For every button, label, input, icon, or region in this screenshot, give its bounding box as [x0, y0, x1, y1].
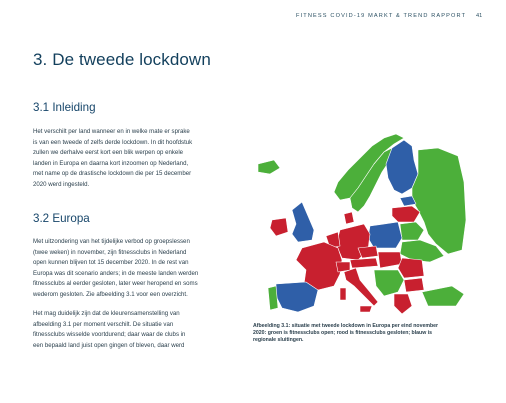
- text-line: fitnessclubs al eerder gesloten, later weer heropend en soms: [33, 280, 198, 288]
- turkey-region: [422, 286, 464, 306]
- caption-line: 2020: groen is fitnessclubs open; rood is fitnessclubs gesloten; blauw is: [253, 330, 433, 337]
- figure-caption: [253, 323, 478, 345]
- europe-lockdown-map: [252, 130, 466, 316]
- paragraph-europa-1: [33, 237, 253, 301]
- text-line: wederom gesloten. Zie afbeelding 3.1 voor een overzicht.: [33, 290, 188, 298]
- portugal-region: [268, 286, 278, 310]
- balkans-region: [374, 270, 404, 296]
- paragraph-inleiding: [33, 127, 253, 191]
- chapter-title: 3. De tweede lockdown: [33, 50, 211, 69]
- text-line: Met uitzondering van het tijdelijke verbod op groepslessen: [33, 238, 190, 245]
- poland-region: [368, 222, 402, 248]
- romania-region: [398, 258, 424, 278]
- text-line: Het verschilt per land wanneer en in welke mate er sprake: [33, 128, 190, 135]
- bulgaria-region: [404, 278, 424, 292]
- austria-region: [350, 258, 378, 268]
- text-line: Het mag duidelijk zijn dat de kleurensamenstelling van: [33, 310, 180, 317]
- text-line: met name op de drastische lockdown die per 15 december: [33, 170, 192, 178]
- sicily-region: [360, 306, 372, 312]
- latvia-lithuania-region: [392, 206, 420, 222]
- running-header: FITNESS COVID-19 MARKT & TREND RAPPORT: [296, 13, 467, 19]
- ireland-region: [270, 218, 288, 236]
- text-line: open kunnen blijven tot 15 december 2020. In de rest van: [33, 259, 189, 267]
- greece-region: [394, 294, 412, 314]
- page-number: 41: [476, 13, 483, 19]
- text-line: fitnessclubs wisselde voortdurend; daar waar de clubs in: [33, 331, 186, 339]
- text-line: zullen we derhalve eerst kort een blik werpen op enkele: [33, 149, 184, 157]
- caption-line: Afbeelding 3.1: situatie met tweede lockdown in Europa per eind november: [253, 323, 439, 329]
- text-line: is van een tweede of zelfs derde lockdown. In dit hoofdstuk: [33, 138, 193, 146]
- denmark-region: [344, 212, 354, 224]
- text-line: afbeelding 3.1 per moment verschilt. De situatie van: [33, 320, 174, 328]
- text-line: 2020 werd ingesteld.: [33, 180, 90, 188]
- section-title-inleiding: 3.1 Inleiding: [33, 101, 96, 114]
- text-line: landen in Europa en daarna kort inzoomen op Nederland,: [33, 159, 189, 167]
- great-britain-region: [292, 202, 314, 242]
- slovakia-hungary-region: [378, 252, 402, 268]
- belarus-region: [400, 222, 424, 240]
- text-line: (twee weken) in november, zijn fitnessclubs in Nederland: [33, 248, 187, 256]
- czech-region: [358, 246, 378, 258]
- text-line: Europa was dit scenario anders; in de meeste landen werden: [33, 269, 199, 277]
- text-line: een bepaald land juist open gingen of bleven, daar werd: [33, 341, 185, 349]
- paragraph-europa-2: [33, 309, 253, 351]
- section-title-europa: 3.2 Europa: [33, 212, 90, 225]
- sardinia-region: [340, 288, 346, 300]
- iceland-region: [258, 160, 280, 174]
- spain-region: [276, 282, 318, 312]
- italy-region: [344, 268, 378, 306]
- russia-region: [412, 148, 466, 254]
- caption-line: regionale sluitingen.: [253, 337, 304, 344]
